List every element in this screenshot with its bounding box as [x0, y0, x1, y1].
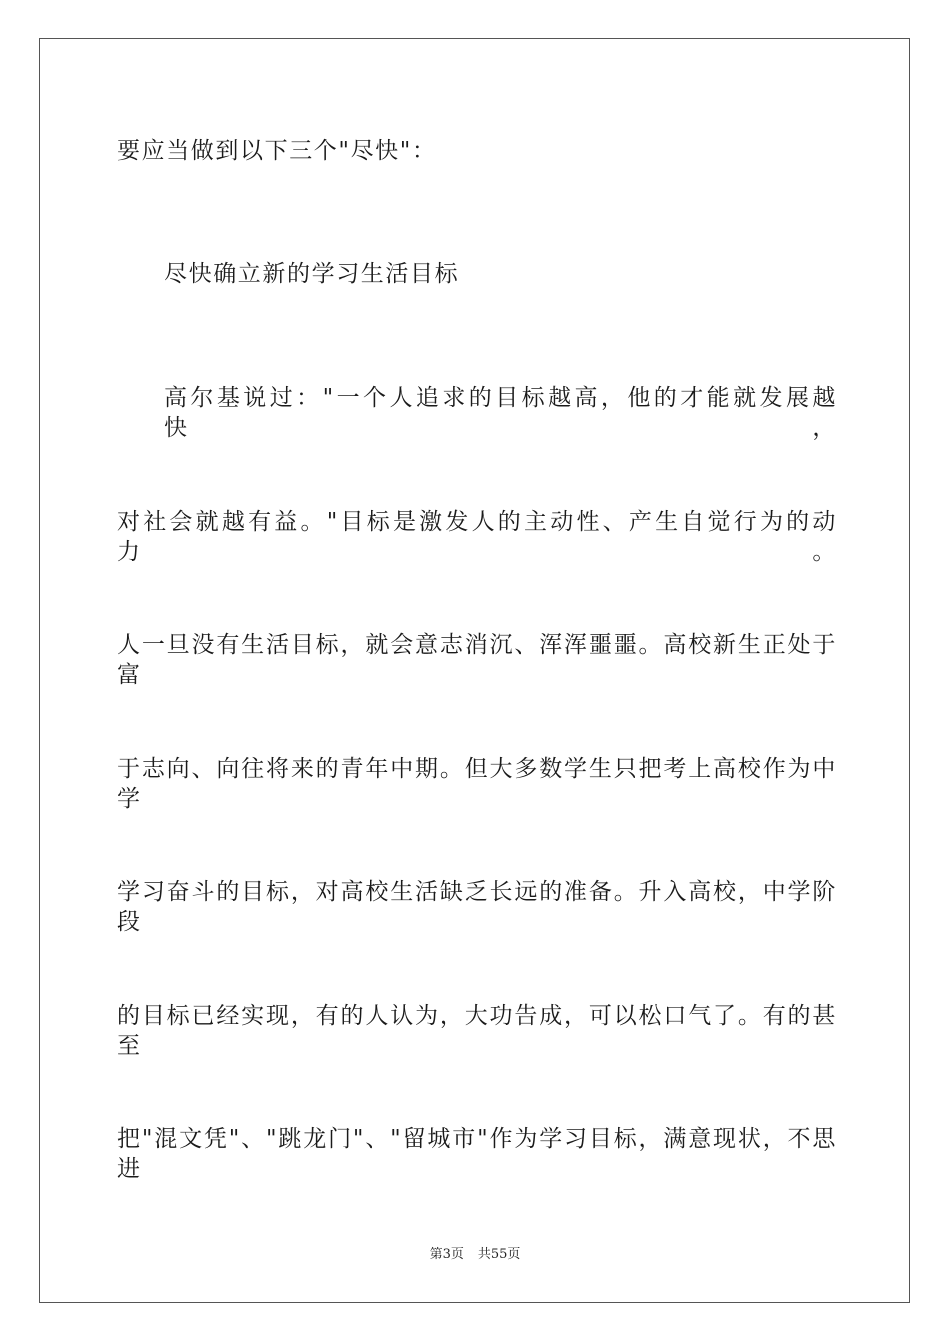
page-total: 共55页: [477, 1247, 521, 1262]
page-footer: [0, 1246, 950, 1264]
text-line-6: 于志向、向往将来的青年中期。但大多数学生只把考上高校作为中学: [117, 756, 837, 812]
section-heading: 尽快确立新的学习生活目标: [164, 261, 460, 287]
page-number: 第3页: [429, 1247, 464, 1262]
text-line-5: 人一旦没有生活目标，就会意志消沉、浑浑噩噩。高校新生正处于富: [117, 632, 837, 688]
text-line-8: 的目标已经实现，有的人认为，大功告成，可以松口气了。有的甚至: [117, 1003, 837, 1059]
text-line-7: 学习奋斗的目标，对高校生活缺乏长远的准备。升入高校，中学阶段: [117, 879, 837, 935]
text-line-3: 高尔基说过："一个人追求的目标越高，他的才能就发展越快，: [164, 385, 837, 441]
text-line-9: 把"混文凭"、"跳龙门"、"留城市"作为学习目标，满意现状，不思进: [117, 1126, 837, 1182]
text-line-1: 要应当做到以下三个"尽快"：: [117, 138, 437, 164]
text-line-4: 对社会就越有益。"目标是激发人的主动性、产生自觉行为的动力。: [117, 509, 837, 565]
